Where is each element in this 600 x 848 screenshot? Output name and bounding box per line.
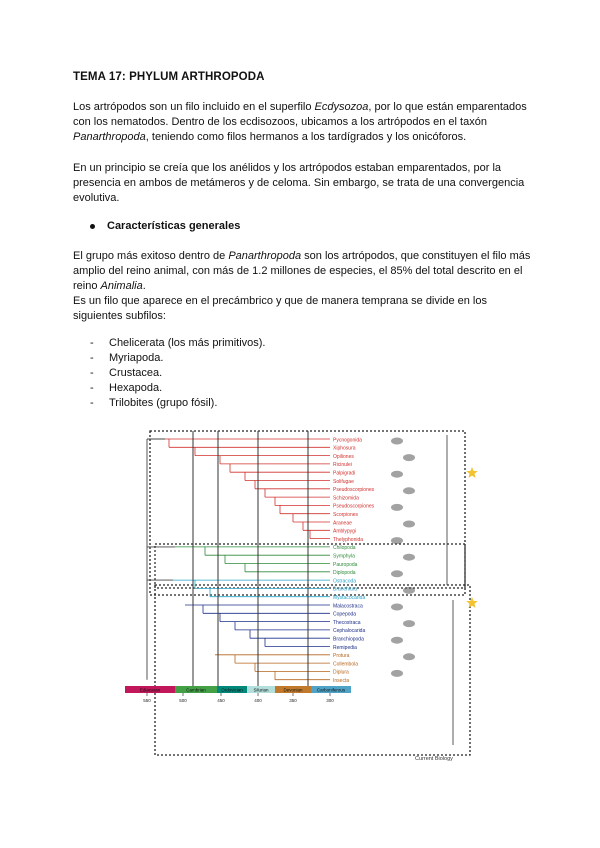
animal-silhouette (403, 487, 415, 494)
list-item: - Chelicerata (los más primitivos). (90, 336, 265, 351)
taxon-label: Cephalocarida (333, 628, 366, 635)
tick-label: 550 (143, 698, 151, 703)
taxon-label: Pseudoscorpiones (333, 487, 375, 494)
group-box-pancrustacea (155, 585, 470, 755)
animal-silhouette (403, 620, 415, 627)
taxon-label: Protura (333, 653, 350, 660)
taxon-label: Diplura (333, 669, 349, 676)
tick-label: 450 (217, 698, 225, 703)
group-box-myriapoda (155, 544, 465, 588)
taxon-label: Pycnogonida (333, 437, 362, 444)
page-title: TEMA 17: PHYLUM ARTHROPODA (73, 71, 265, 83)
period-label: Ordovician (221, 687, 243, 693)
taxon-label: Branchiopoda (333, 636, 364, 643)
italic-text: Animalia (100, 280, 143, 292)
animal-silhouette (391, 537, 403, 544)
list-item: - Crustacea. (90, 366, 265, 381)
italic-text: Panarthropoda (73, 131, 146, 143)
taxon-label: Diplopoda (333, 570, 356, 577)
paragraph-most-successful (73, 249, 533, 294)
text: . (142, 280, 146, 292)
tick-label: 500 (179, 698, 187, 703)
taxon-label: Solifugae (333, 478, 354, 485)
taxon-label: Thecostraca (333, 619, 361, 626)
text: Los artrópodos son un filo incluido en el superfilo (73, 101, 315, 113)
taxon-label: Collembola (333, 661, 359, 668)
taxon-label: Copepoda (333, 611, 357, 618)
phylogeny-figure (125, 425, 485, 765)
bullet-icon (90, 224, 95, 229)
taxon-label: Schizomida (333, 495, 359, 502)
section-heading (90, 220, 240, 232)
taxon-label: Chilopoda (333, 545, 356, 552)
taxon-label: Pauropoda (333, 561, 358, 568)
paragraph-intro (73, 100, 533, 145)
animal-silhouette (391, 604, 403, 611)
taxon-label: Opiliones (333, 453, 354, 460)
animal-silhouette (403, 554, 415, 561)
list-item: - Myriapoda. (90, 351, 265, 366)
animal-silhouette (391, 438, 403, 445)
figure-source: Current Biology (415, 756, 453, 762)
star-icon (466, 597, 477, 608)
taxon-label: Insecta (333, 678, 350, 684)
animal-silhouette (391, 637, 403, 644)
list-item: - Trilobites (grupo fósil). (90, 396, 265, 411)
period-label: Devonian (283, 687, 303, 693)
animal-silhouette (403, 653, 415, 660)
animal-silhouette (391, 504, 403, 511)
star-icon (466, 467, 477, 478)
paragraph-convergence: En un principio se creía que los anélidos y los artrópodos estaban emparentados, por la presencia en ambos de metámeros y de celoma. Sin embargo, se trata de una convergencia evolutiva. (73, 162, 525, 204)
taxon-label: Araneae (333, 520, 352, 527)
animal-silhouette (403, 454, 415, 461)
animal-silhouette (403, 587, 415, 594)
animal-silhouette (403, 521, 415, 528)
taxon-label: Branchiura (333, 586, 358, 593)
period-label: Cambrian (186, 687, 206, 693)
period-label: Silurian (253, 687, 269, 693)
taxon-label: Amblypygi (333, 528, 357, 535)
taxon-label: Xiphosura (333, 445, 356, 452)
taxon-label: Ricinulei (333, 462, 352, 469)
tick-label: 350 (289, 698, 297, 703)
subphyla-list (90, 336, 265, 411)
tick-label: 400 (254, 698, 262, 703)
taxon-label: Ostracoda (333, 578, 357, 585)
animal-silhouette (391, 570, 403, 577)
section-heading-label: Características generales (107, 220, 241, 232)
tick-label: 300 (326, 698, 334, 703)
animal-silhouette (391, 471, 403, 478)
taxon-label: Mystacocarida (333, 595, 366, 601)
text: son los artrópodos, que constituyen el filo más amplio del reino animal, con más de 1.2 millones de especies, el 85% del total descrito en el reino (73, 250, 531, 292)
text: , por lo que están emparentados con los nematodos. Dentro de los ecdisozoos, ubicamos a los artrópodos en el taxón (73, 101, 527, 128)
text: , teniendo como filos hermanos a los tardígrados y los onicóforos. (145, 131, 467, 143)
list-item: - Hexapoda. (90, 381, 265, 396)
taxon-label: Pseudoscorpiones (333, 503, 375, 510)
paragraph-subphyla-intro: Es un filo que aparece en el precámbrico y que de manera temprana se divide en los siguientes subfilos: (73, 295, 487, 322)
italic-text: Ecdysozoa (314, 101, 369, 113)
taxon-label: Palpigradi (333, 470, 356, 477)
animal-silhouette (391, 670, 403, 677)
taxon-label: Remipedia (333, 644, 357, 651)
text: El grupo más exitoso dentro de (73, 250, 229, 262)
taxon-label: Malacostraca (333, 603, 363, 610)
italic-text: Panarthropoda (228, 250, 302, 262)
taxon-label: Scorpiones (333, 512, 359, 518)
period-label: Carboniferous (316, 687, 346, 693)
period-label: Ediacaran (139, 687, 161, 693)
taxon-label: Thelyphonida (333, 536, 364, 543)
taxon-label: Symphyla (333, 553, 355, 560)
